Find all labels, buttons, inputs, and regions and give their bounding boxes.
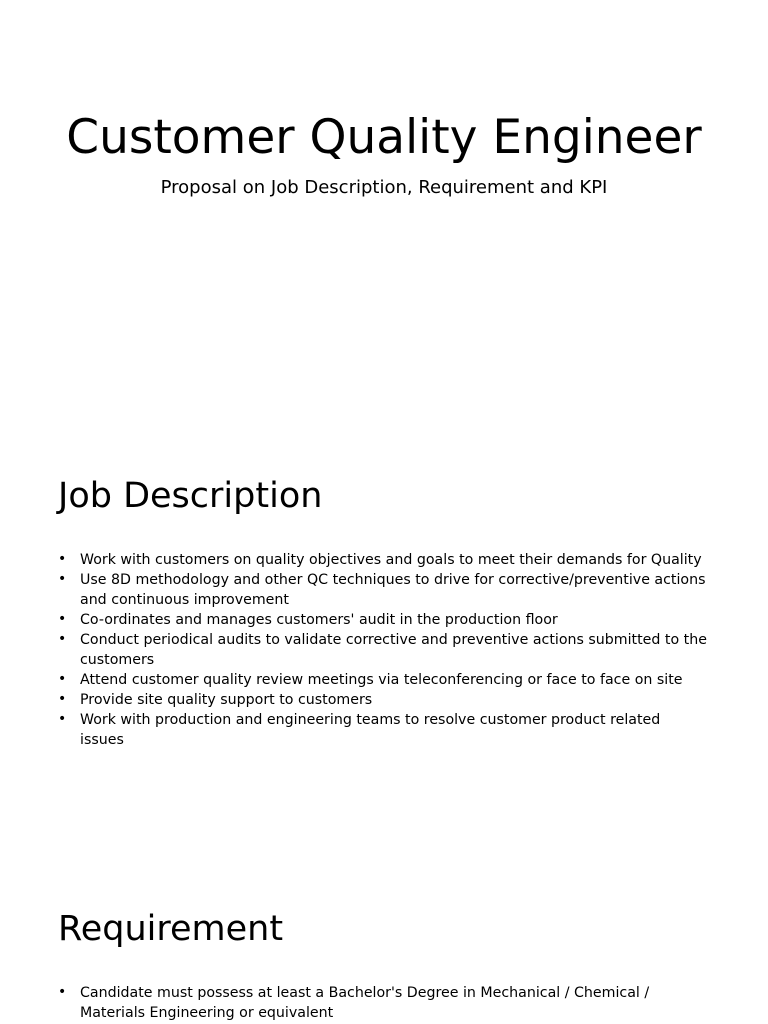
requirement-heading: Requirement [58, 909, 284, 949]
bullet-icon: • [58, 711, 67, 727]
job-description-item [58, 690, 708, 710]
title-slide [0, 112, 768, 200]
job-description-item [58, 710, 708, 750]
job-description-item-text: Work with customers on quality objectives and goals to meet their demands for Quality [80, 552, 702, 568]
job-description-item [58, 670, 708, 690]
requirement-list [58, 983, 708, 1023]
job-description-item [58, 550, 708, 570]
job-description-item-text: Work with production and engineering teams to resolve customer product related issues [80, 712, 661, 748]
requirement-item-text: Candidate must possess at least a Bachelor's Degree in Mechanical / Chemical / Materials Engineering or equivalent [80, 985, 650, 1021]
bullet-icon: • [58, 691, 67, 707]
bullet-icon: • [58, 611, 67, 627]
job-description-item-text: Attend customer quality review meetings via teleconferencing or face to face on site [80, 672, 683, 688]
job-description-heading: Job Description [58, 476, 323, 516]
requirement-section [58, 909, 708, 1023]
requirement-item [58, 983, 708, 1023]
job-description-item-text: Co-ordinates and manages customers' audit in the production floor [80, 612, 558, 628]
job-description-item [58, 610, 708, 630]
bullet-icon: • [58, 984, 67, 1000]
job-description-item-text: Use 8D methodology and other QC techniques to drive for corrective/preventive actions and continuous improvement [80, 572, 706, 608]
document-subtitle: Proposal on Job Description, Requirement and KPI [160, 177, 608, 198]
job-description-item [58, 630, 708, 670]
job-description-item [58, 570, 708, 610]
bullet-icon: • [58, 631, 67, 647]
bullet-icon: • [58, 671, 67, 687]
job-description-section [58, 476, 708, 750]
bullet-icon: • [58, 551, 67, 567]
job-description-item-text: Conduct periodical audits to validate corrective and preventive actions submitted to the customers [80, 632, 707, 668]
job-description-item-text: Provide site quality support to customers [80, 692, 373, 708]
bullet-icon: • [58, 571, 67, 587]
document-title: Customer Quality Engineer [66, 110, 702, 165]
job-description-list [58, 550, 708, 750]
